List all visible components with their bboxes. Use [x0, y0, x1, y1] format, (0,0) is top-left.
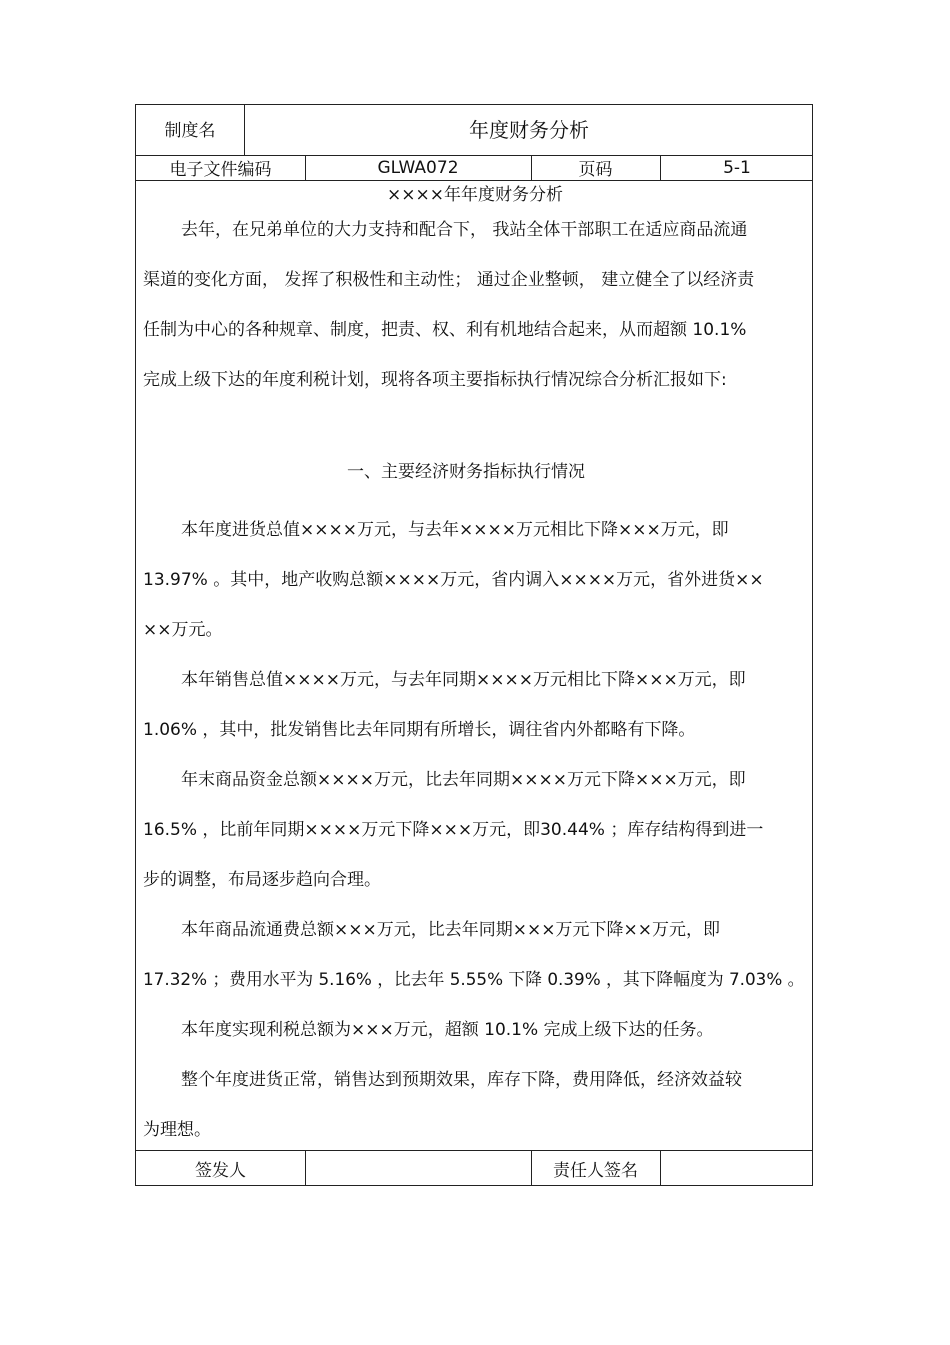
label-responsible-signature: 责任人签名 — [553, 1160, 638, 1181]
section-heading: 一、主要经济财务指标执行情况 — [347, 461, 585, 482]
issuer-field[interactable] — [305, 1150, 531, 1186]
paragraph-line: 整个年度进货正常，销售达到预期效果，库存下降，费用降低，经济效益较 — [181, 1070, 742, 1090]
page-number-value: 5-1 — [723, 157, 751, 178]
paragraph-line: 本年商品流通费总额×××万元，比去年同期×××万元下降××万元，即 — [181, 920, 720, 940]
paragraph-line: 17.32% ；费用水平为 5.16% ，比去年 5.55% 下降 0.39% ，其下降幅度为 7.03% 。 — [143, 970, 805, 990]
paragraph-line: 本年度进货总值××××万元，与去年××××万元相比下降×××万元，即 — [181, 520, 729, 540]
paragraph-line: 本年度实现利税总额为×××万元，超额 10.1% 完成上级下达的任务。 — [181, 1020, 714, 1040]
paragraph-line: 1.06% ，其中，批发销售比去年同期有所增长，调往省内外都略有下降。 — [143, 720, 696, 740]
intro-line: 渠道的变化方面， 发挥了积极性和主动性； 通过企业整顿， 建立健全了以经济责 — [143, 270, 755, 290]
file-code-value: GLWA072 — [377, 157, 459, 178]
paragraph-line: ××万元。 — [143, 620, 223, 640]
paragraph-line: 步的调整，布局逐步趋向合理。 — [143, 870, 381, 890]
intro-line: 去年，在兄弟单位的大力支持和配合下， 我站全体干部职工在适应商品流通 — [181, 220, 748, 240]
paragraph-line: 年末商品资金总额××××万元，比去年同期××××万元下降×××万元，即 — [181, 770, 746, 790]
paragraph-line: 本年销售总值××××万元，与去年同期××××万元相比下降×××万元，即 — [181, 670, 746, 690]
paragraph-line: 13.97% 。其中，地产收购总额××××万元，省内调入××××万元，省外进货×× — [143, 570, 764, 590]
label-file-code: 电子文件编码 — [169, 160, 272, 180]
label-page-number: 页码 — [578, 160, 613, 180]
paragraph-line: 16.5% ，比前年同期××××万元下降×××万元，即30.44% ；库存结构得到进一 — [143, 820, 764, 840]
intro-line: 任制为中心的各种规章、制度，把责、权、利有机地结合起来，从而超额 10.1% — [143, 320, 747, 340]
document-table — [135, 104, 813, 1186]
intro-line: 完成上级下达的年度利税计划，现将各项主要指标执行情况综合分析汇报如下: — [143, 370, 727, 390]
responsible-signature-field[interactable] — [660, 1150, 814, 1186]
label-system-name: 制度名 — [164, 120, 216, 141]
system-title: 年度财务分析 — [469, 117, 589, 142]
label-issuer: 签发人 — [195, 1160, 246, 1181]
paragraph-line: 为理想。 — [143, 1120, 211, 1140]
document-title: ××××年年度财务分析 — [387, 184, 563, 205]
